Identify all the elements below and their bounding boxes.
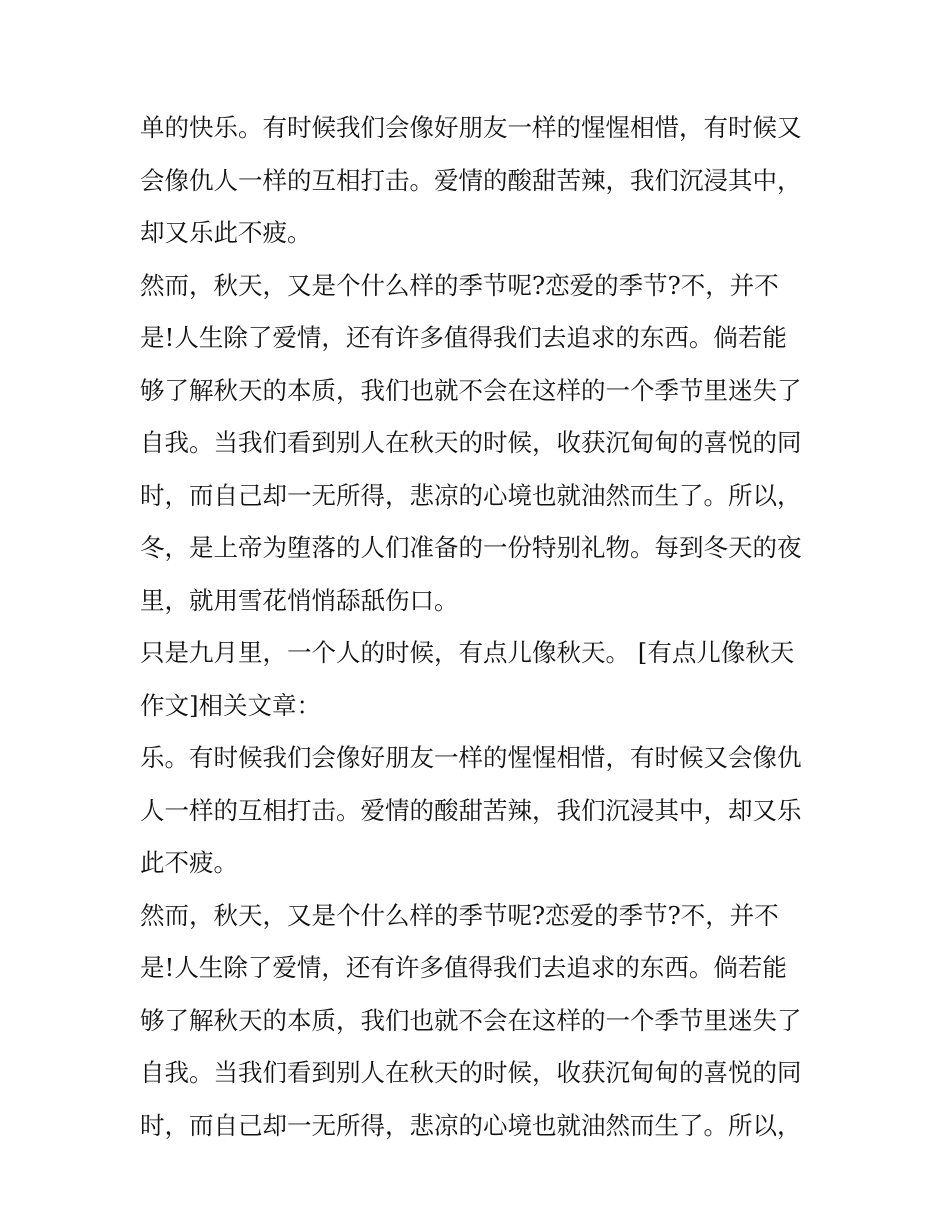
text-line: 自我。当我们看到别人在秋天的时候，收获沉甸甸的喜悦的同 xyxy=(140,1058,802,1087)
text-line: 然而，秋天，又是个什么样的季节呢?恋爱的季节?不，并不 xyxy=(140,900,779,930)
text-line: 里，就用雪花悄悄舔舐伤口。 xyxy=(140,585,459,615)
text-line: 时，而自己却一无所得，悲凉的心境也就油然而生了。所以， xyxy=(140,480,802,510)
text-line: 时，而自己却一无所得，悲凉的心境也就油然而生了。所以， xyxy=(140,1110,802,1140)
text-line: 自我。当我们看到别人在秋天的时候，收获沉甸甸的喜悦的同 xyxy=(140,428,802,457)
text-line: 乐。有时候我们会像好朋友一样的惺惺相惜，有时候又会像仇 xyxy=(140,743,802,772)
text-line: 此不疲。 xyxy=(140,848,238,877)
text-line: 人一样的互相打击。爱情的酸甜苦辣，我们沉浸其中，却又乐 xyxy=(140,795,802,825)
text-line: 够了解秋天的本质，我们也就不会在这样的一个季节里迷失了 xyxy=(140,1005,802,1035)
text-line: 然而，秋天，又是个什么样的季节呢?恋爱的季节?不，并不 xyxy=(140,270,779,300)
text-line: 是!人生除了爱情，还有许多值得我们去追求的东西。倘若能 xyxy=(140,323,787,352)
text-line: 却又乐此不疲。 xyxy=(140,218,312,247)
text-line: 作文]相关文章： xyxy=(140,690,322,720)
text-line: 单的快乐。有时候我们会像好朋友一样的惺惺相惜，有时候又 xyxy=(140,113,802,142)
text-line: 冬，是上帝为堕落的人们准备的一份特别礼物。每到冬天的夜 xyxy=(140,533,802,562)
text-line: 是!人生除了爱情，还有许多值得我们去追求的东西。倘若能 xyxy=(140,953,787,982)
body-text xyxy=(140,102,820,1152)
text-line: 只是九月里，一个人的时候，有点儿像秋天。 [有点儿像秋天 xyxy=(140,638,795,667)
text-line: 会像仇人一样的互相打击。爱情的酸甜苦辣，我们沉浸其中， xyxy=(140,165,802,195)
text-line: 够了解秋天的本质，我们也就不会在这样的一个季节里迷失了 xyxy=(140,375,802,405)
